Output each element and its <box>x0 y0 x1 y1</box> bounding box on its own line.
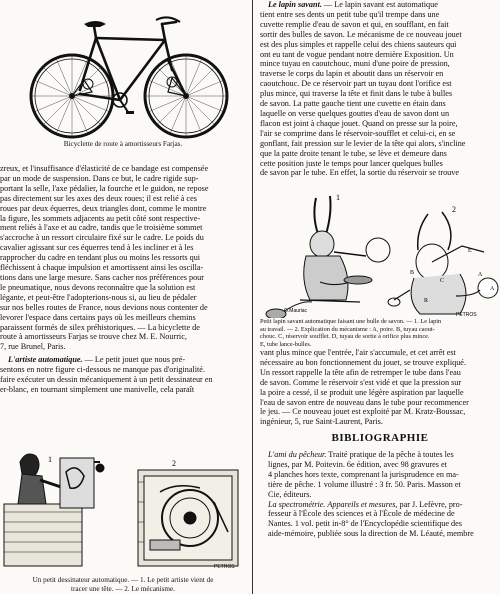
bib-entry-1-continued <box>260 460 500 500</box>
rabbit-article-continued <box>260 10 500 178</box>
text-line: ingénieur, 5, rue Saint-Laurent, Paris. <box>260 417 383 427</box>
rabbit-article-end <box>260 348 500 427</box>
text-line: fléchissent à chaque impulsion et amortissent ainsi les oscilla- <box>0 263 204 273</box>
bicycle-article <box>0 164 246 352</box>
rabbit-figure <box>260 190 500 348</box>
rabbit-label-r: R <box>424 298 429 304</box>
artist-figure-signature: PETROS <box>214 564 235 570</box>
bib-line: 4 planches hors texte, comprenant la jurisprudence en ma- <box>268 469 459 479</box>
text-line: traverse le corps du lapin et aboutit dans un réservoir en <box>260 69 444 79</box>
text-line: l'eau de savon entre de nouveau dans le tube pour recommencer <box>260 397 469 407</box>
rabbit-illustration <box>260 190 500 318</box>
text-line: caoutchouc. De ce réservoir part un tuyau dont l'orifice est <box>260 79 452 89</box>
column-divider <box>252 0 253 594</box>
text-line: la figure, les sommets adjacents au petit côté sont respective- <box>0 213 201 223</box>
rabbit-figure-signature: G.Mauriac <box>284 308 308 314</box>
text-line: Un ressort rappelle la tête afin de retremper le tube dans l'eau <box>260 367 461 377</box>
rabbit-article-title: Le lapin savant. <box>268 0 322 9</box>
text-line: sentons en notre figure ci-dessous ne manque pas d'originalité. <box>0 364 205 374</box>
bib-entry-1-line: Traité pratique de la pêche à toutes les <box>328 450 454 459</box>
text-line: pas directement sur les axes des deux roues; il est relié à ces <box>0 193 197 203</box>
text-line: sortir des bulles de savon. Le mécanisme de ce nouveau jouet <box>260 29 462 39</box>
text-line: er-blanc, en tournant simplement une manivelle, cela paraît <box>0 384 195 394</box>
text-line: est des plus simples et rappelle celui des chiens sauteurs qui <box>260 39 457 49</box>
text-line: roues par deux équerres, deux triangles dont, comme le montre <box>0 203 207 213</box>
bib-entry-2-continued <box>260 509 500 539</box>
text-line: gonflant, fait pression sur le levier de la tête qui alors, s'incline <box>260 138 466 148</box>
bib-entry-2 <box>260 500 500 510</box>
bib-entry-1-title: L'ami du pêcheur. <box>268 450 327 459</box>
rabbit-label-e: E <box>468 248 472 254</box>
bib-line: Cie, éditeurs. <box>268 489 312 499</box>
text-line: tions dans une large mesure. Sans cacher nos préférences pour <box>0 272 205 282</box>
artist-article-line: — Le petit jouet que nous pré- <box>84 355 186 364</box>
rabbit-article <box>260 0 500 178</box>
left-column <box>0 0 246 594</box>
rabbit-label-c: C <box>440 278 445 284</box>
bib-entry-2-title: La spectrométrie. Appareils et mesures, <box>268 499 398 509</box>
artist-caption: Un petit dessinateur automatique. — 1. Le petit artiste vient de tracer une tête. — 2. Le mécanisme. <box>32 576 214 593</box>
artist-article <box>0 355 246 395</box>
text-line: portant la selle, l'axe pédalier, la fourche et le guidon, ne repose <box>0 183 209 193</box>
bib-line: tière de pêche. 1 volume illustré : 3 fr. 50. Paris. Masson et <box>268 479 461 489</box>
artist-figure-number-1: 1 <box>48 455 52 464</box>
text-line: par un mode de suspension. Dans ce but, le cadre rigide sup- <box>0 173 199 183</box>
bib-entry-1 <box>260 450 500 460</box>
rabbit-label-a-top: A <box>478 272 483 278</box>
bib-entry-2-line: par J. Lefèvre, pro- <box>399 499 463 509</box>
artist-article-text <box>0 355 246 365</box>
text-line: de savon par le tube. En effet, la sortie du réservoir se trouve <box>260 168 460 178</box>
text-line: laquelle on verse quelques gouttes d'eau de savon dont un <box>260 108 450 118</box>
text-line: route à amortisseurs Farjas se trouve chez M. E. Nourric, <box>0 332 187 342</box>
text-line: le jeu. — Ce nouveau jouet est exploité par M. Kratz-Boussac, <box>260 407 466 417</box>
text-line: sur nos belles routes de France, nous devions nous contenter de <box>0 302 208 312</box>
rabbit-article-end-text <box>260 348 500 427</box>
text-line: vant plus mince que l'entrée, l'air s'accumule, et cet arrêt est <box>260 348 456 357</box>
bibliography-title: BIBLIOGRAPHIE <box>331 432 429 444</box>
artist-article-title: L'artiste automatique. <box>8 355 83 364</box>
text-line: flacon est joint à chaque jouet. Quand on presse sur la poire, <box>260 118 458 128</box>
rabbit-figure-number-1: 1 <box>336 193 340 202</box>
bicycle-illustration <box>0 0 246 146</box>
text-line: de savon. Comme le réservoir s'est vidé et que la pression sur <box>260 377 462 387</box>
rabbit-figure-number-2: 2 <box>452 205 456 214</box>
artist-figure <box>0 432 246 594</box>
text-line: s'accroche à un ressort circulaire fixé sur le cadre. Le poids du <box>0 233 204 243</box>
rabbit-label-a: A <box>490 286 495 292</box>
rabbit-figure-signature-2: PETROS <box>456 312 477 318</box>
text-line: l'air se comprime dans le réservoir-soufflet et celui-ci, en se <box>260 128 456 138</box>
caption-line: au travail. — 2. Explication du mécanisme : A, poire. B, tuyau caout- <box>260 325 435 333</box>
text-line: cavalier agissant sur ces équerres tend à les incliner et à les <box>0 243 194 253</box>
text-line: cette position juste le temps pour lancer quelques bulles <box>260 158 443 168</box>
text-line: le pneumatique, nous devons reconnaître que la solution est <box>0 282 196 292</box>
bib-line: fesseur à l'École des sciences et à l'École de médecine de <box>268 509 455 519</box>
caption-line: chouc. C, réservoir soufflet. D, tuyau de sortie à orifice plus mince. <box>260 333 430 341</box>
bicycle-caption: Bicyclette de route à amortisseurs Farjas. <box>63 140 183 148</box>
text-line: plus mince, qui traverse la tête et finit dans le tube à bulles <box>260 89 453 99</box>
artist-article-continued <box>0 365 246 395</box>
text-line: faire exécuter un dessin mécaniquement à un petit dessinateur en <box>0 374 213 384</box>
rabbit-caption <box>260 318 500 348</box>
text-line: la poire a cessé, il se produit une légère aspiration par laquelle <box>260 387 464 397</box>
bib-line: aide-mémoire, publiée sous la direction de M. Léauté, membre <box>268 529 474 539</box>
text-line: 7, rue Brunel, Paris. <box>0 342 66 352</box>
right-column <box>260 0 500 594</box>
text-line: ment reliés à l'axe et au cadre, tandis que le troisième sommet <box>0 223 203 233</box>
text-line: tient entre ses dents un petit tube qu'il trempe dans une <box>260 9 440 19</box>
bib-line: Nantes. 1 vol. petit in-8° de l'Encyclopédie scientifique des <box>268 519 462 529</box>
bib-line: lignes, par M. Poitevin. 6e édition, avec 98 gravures et <box>268 459 447 469</box>
bicycle-article-text <box>0 164 246 352</box>
text-line: de savon. La patte gauche tient une cuvette en étain dans <box>260 99 446 109</box>
text-line: ont eu tant de vogue pendant notre dernière Exposition. Un <box>260 49 454 59</box>
caption-line: E, tube lance-bulles. <box>260 340 312 348</box>
artist-figure-number-2: 2 <box>172 459 176 468</box>
text-line: légante, et peut-être l'adopterions-nous si, au lieu de pédaler <box>0 292 197 302</box>
text-line: cuvette remplie d'eau de savon et qui, en soufflant, en fait <box>260 19 449 29</box>
text-line: paraissent formés de silex préhistoriques. — La bicyclette de <box>0 322 200 332</box>
bicycle-figure <box>0 0 246 146</box>
text-line: mince tuyau en caoutchouc, muni d'une poire de pression, <box>260 59 450 69</box>
artist-illustration <box>0 432 246 572</box>
caption-line: Petit lapin savant automatique faisant une bulle de savon. — 1. Le lapin <box>260 318 442 325</box>
rabbit-article-text <box>260 0 500 10</box>
text-line: nécessaire au bon fonctionnement du jouet, se trouve expliqué. <box>260 357 466 367</box>
text-line: que la patte droite tenant le tube, se lève et demeure dans <box>260 148 447 158</box>
rabbit-article-line: — Le lapin savant est automatique <box>323 0 438 9</box>
text-line: rapprocher du cadre en tendant plus ou moins les ressorts qui <box>0 253 201 263</box>
bibliography-section <box>260 432 500 539</box>
text-line: levorer l'espace dans certains pays où les meilleurs chemins <box>0 312 196 322</box>
text-line: zreux, et l'insuffisance d'élasticité de ce bandage est compensée <box>0 164 209 173</box>
rabbit-label-b: B <box>410 270 415 276</box>
